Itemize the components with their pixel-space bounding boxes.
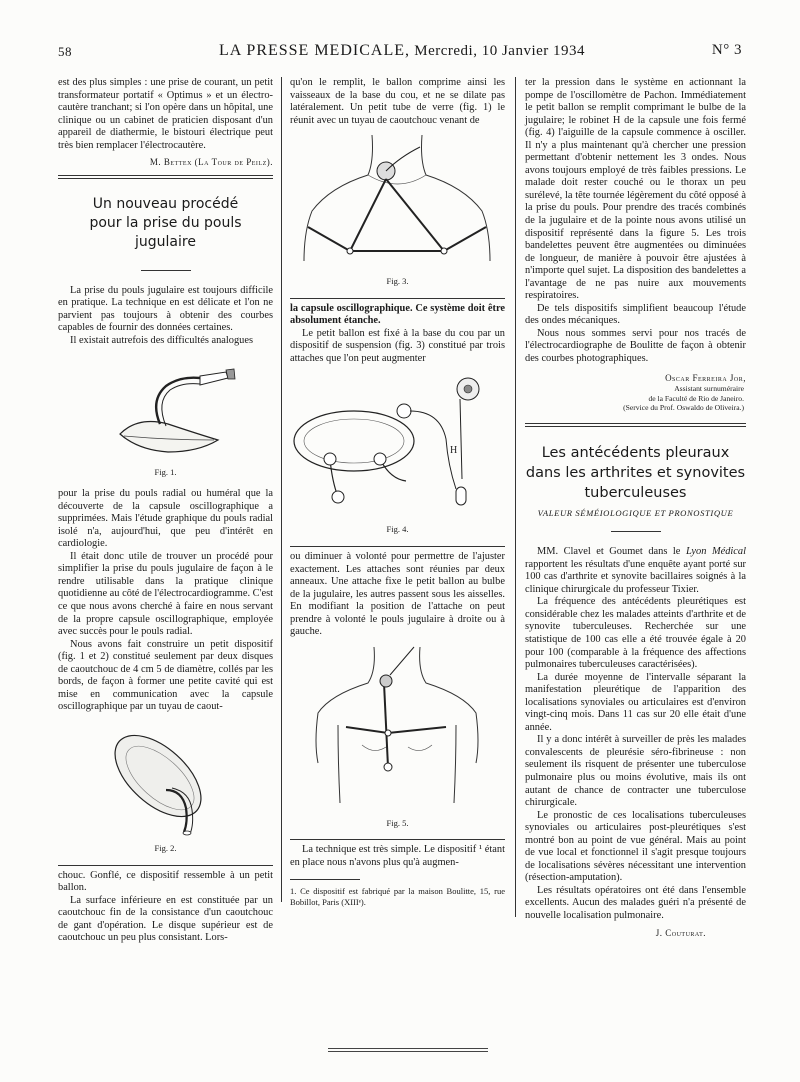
figure-3 [290, 131, 505, 271]
figure-1-caption: Fig. 1. [154, 466, 177, 477]
figure-1-drawing [58, 352, 273, 462]
column-1 [58, 77, 273, 945]
paragraph: ou diminuer à volonté pour permettre de l'ajuster exactement. Les attaches sont réunies par deux anneaux. Une attache fixe le petit ballon au bulbe de la jugulaire, les autres passent sous les aisselles. En modifiant la position de l'attache on peut prendre à volonté le pouls jugulaire à droite ou à gauche. [290, 551, 505, 638]
section-divider [58, 175, 273, 179]
paragraph: Il y a donc intérêt à surveiller de près les malades convalescents de pleurésie séro-fibrineuse : non seulement ils risquent de présenter une tuberculose pulmonaire plus ou moins évolutive, mais ils ont autant de chance de contracter une tuberculose chirurgicale. [525, 734, 746, 809]
paragraph: qu'on le remplit, le ballon comprime ainsi les vaisseaux de la base du cou, et ne se dilate pas latéralement. Un petit tube de verre (fig. 1) le réunit avec un tuyau de caoutchouc venant de [290, 77, 505, 126]
section-divider [58, 865, 273, 866]
page-end-rule [328, 1048, 488, 1052]
paragraph: Le petit ballon est fixé à la base du cou par un dispositif de suspension (fig. 3) constitué par trois attaches que l'on peut augmenter [290, 327, 505, 364]
paragraph: La surface inférieure en est constituée par un caoutchouc fin de la consistance d'un caoutchouc de gant d'opération. Le disque supérieur est de caoutchouc un peu plus consistant. Lors- [58, 894, 273, 944]
paragraph: pour la prise du pouls radial ou huméral que la découverte de la capsule oscillographique a supprimées. Mais l'étude graphique du pouls radial isolé n'a, aujourd'hui, que peu d'intérêt en cardiologie. [58, 488, 273, 550]
figure-4 [290, 369, 505, 519]
figure-1 [58, 352, 273, 462]
title-rule [611, 531, 661, 532]
article-title: Un nouveau procédé pour la prise du pouls jugulaire [89, 195, 242, 250]
paragraph: Les résultats opératoires ont été dans l'ensemble excellents. Aucun des malades guéri n'a présenté de nouvelle localisation pulmonaire. [525, 884, 746, 922]
article-title: Les antécédents pleuraux dans les arthrites et synovites tuberculeuses [525, 444, 746, 501]
page-number: 58 [58, 44, 72, 59]
page-header [58, 40, 746, 66]
valve-label: H [450, 445, 458, 457]
paragraph: La durée moyenne de l'intervalle séparant la manifestation pleurétique de l'apparition des localisations synoviales ou articulaires est d'environ vingt-cinq mois. Dans 11 cas sur 20 elle était d'une année. [525, 671, 746, 733]
section-divider [290, 298, 505, 299]
title-rule [141, 270, 191, 271]
column-rule [281, 77, 282, 902]
paragraph: Il était donc utile de trouver un procédé pour simplifier la prise du pouls jugulaire de façon à le rendre utilisable dans la pratique clinique quotidienne au côté de l'électrocardiogramme. C'est ce que nous avons cherché à faire en nous servant de la propre capsule oscillographique, employée avec succès pour le pouls radial. [58, 550, 273, 638]
figure-4-caption: Fig. 4. [386, 524, 409, 535]
figure-2 [58, 718, 273, 838]
paragraph: la capsule oscillographique. Ce système doit être absolument étanche. [290, 302, 505, 327]
paper-title: LA PRESSE MEDICALE, [218, 42, 410, 59]
section-divider [290, 546, 505, 547]
paragraph: MM. Clavel et Goumet dans le Lyon Médical rapportent les résultats d'une enquête ayant porté sur 100 cas d'arthrite et synovite bacillaires soignés à la clinique chirurgicale du professeur Tixier. [525, 546, 746, 595]
figure-4-drawing [290, 369, 505, 519]
signature: Oscar Ferreira Jor, [665, 372, 746, 383]
column-3 [525, 77, 746, 939]
paragraph: La technique est très simple. Le dispositif ¹ étant en place nous n'avons plus qu'à augmen- [290, 844, 505, 868]
paragraph: Le pronostic de ces localisations tuberculeuses synoviales ou articulaires post-pleurétiques s'est montré bon au point de vue général. Mais au point de vue local et fonctionnel il s'agit presque toujours de localisations sévères nécessitant une intervention (résection-amputation). [525, 809, 746, 884]
paragraph: De tels dispositifs simplifient beaucoup l'étude des ondes mécaniques. [525, 302, 746, 327]
footnote-rule [290, 879, 360, 880]
author-credit: Assistant surnuméraire de la Faculté de Rio de Janeiro. (Service du Prof. Oswaldo de Oliveira.) [623, 384, 744, 413]
journal-name: Lyon Médical [685, 546, 746, 558]
paragraph: est des plus simples : une prise de courant, un petit transformateur portatif « Optimus » et un électro-cautère tranchant; si l'on opère dans un hôpital, une clinique ou un cabinet de praticien disposant d'un appareil de diathermie, le bistouri électrique peut très bien remplacer l'électrocautère. [58, 77, 273, 151]
column-2 [290, 77, 505, 907]
paragraph: La fréquence des antécédents pleurétiques est considérable chez les malades atteints d'arthrite et de synovite tuberculeuses. Recherchée sur une statistique de 100 cas elle a été trouvée égale à 20 pour 100 (comparable à la fréquence des affections pulmonaires tuberculeuses caractérisées). [525, 596, 746, 671]
article-subtitle: VALEUR SÉMÉIOLOGIQUE ET PRONOSTIQUE [537, 507, 734, 518]
paragraph: Il existait autrefois des difficultés analogues [70, 335, 254, 347]
figure-3-caption: Fig. 3. [386, 276, 409, 287]
paragraph: Nous avons fait construire un petit dispositif (fig. 1 et 2) constitué seulement par deux disques de caoutchouc de 4 cm 5 de diamètre, collés par les bords, de façon à former une petite cavité qui est mise en communication avec la capsule oscillographique par un tuyau de caout- [58, 638, 273, 713]
figure-5-drawing [290, 643, 505, 813]
figure-5-caption: Fig. 5. [386, 817, 409, 828]
footnote: 1. Ce dispositif est fabriqué par la maison Boulitte, 15, rue Bobillot, Paris (XIIIᵉ). [290, 886, 505, 907]
paragraph: chouc. Gonflé, ce dispositif ressemble à un petit ballon. [58, 869, 273, 894]
section-divider [525, 423, 746, 427]
paragraph: Nous nous sommes servi pour nos tracés de l'électrocardiographe de Boulitte de façon à obtenir des courbes photographiques. [525, 327, 746, 365]
signature: M. Bettex (La Tour de Peilz). [149, 157, 273, 168]
paragraph: ter la pression dans le système en actionnant la pompe de l'oscillomètre de Pachon. Immédiatement le petit ballon se remplit comprimant le bulbe de la jugulaire; le robinet H de la capsule une fois fermé (fig. 4) l'aiguille de la capsule commence à osciller. Il n'y a plus maintenant qu'à chercher une pression permettant d'obtenir nettement les 3 ondes. Nous avons toujours employé de très faibles pressions. Le malade doit rester couché ou le thorax un peu surélevé, la tête tournée légèrement du côté opposé à la prise du pouls. Pour prendre des tracés combinés de la jugulaire et de la pointe nous avons utilisé un dispositif représenté dans la figure 5. Les trois bandelettes peuvent être augmentées ou diminuées de longueur, de manière à pouvoir être ajustées à n'importe quel sujet. La disposition des bandelettes a l'avantage de ne pas nuire aux mouvements respiratoires. [525, 77, 746, 302]
column-rule [515, 77, 516, 917]
signature: J. Couturat. [655, 927, 706, 938]
issue-date: Mercredi, 10 Janvier 1934 [414, 43, 586, 59]
paragraph: La prise du pouls jugulaire est toujours difficile en pratique. La technique en est délicate et l'on ne parvient pas toujours à obtenir des courbes capables de fournir des données certaines. [58, 284, 273, 334]
figure-5 [290, 643, 505, 813]
section-divider [290, 839, 505, 840]
issue-number: N° 3 [711, 42, 742, 58]
figure-2-drawing [58, 718, 273, 838]
figure-3-drawing [290, 131, 505, 271]
figure-2-caption: Fig. 2. [154, 842, 177, 853]
masthead [58, 42, 746, 60]
